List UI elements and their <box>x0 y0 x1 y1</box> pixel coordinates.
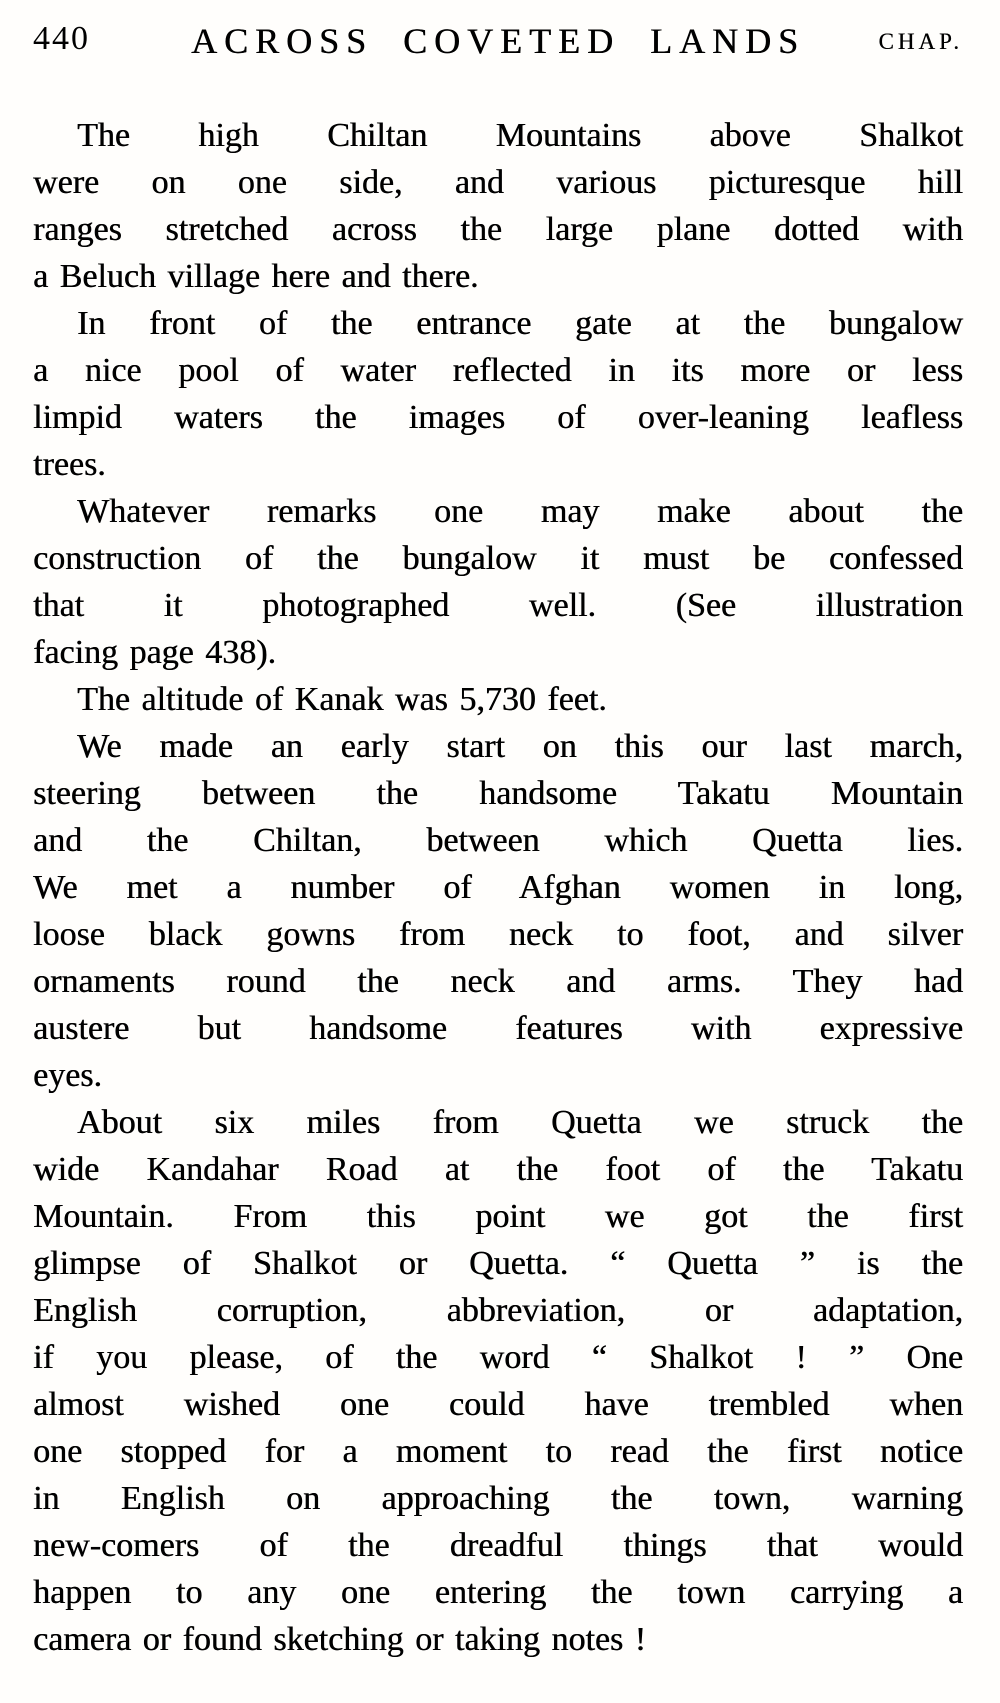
text-line: happen to any one entering the town carrying a <box>33 1574 963 1611</box>
text-line: a Beluch village here and there. <box>33 258 479 295</box>
paragraph <box>33 723 963 1099</box>
text-line: The high Chiltan Mountains above Shalkot <box>77 117 963 154</box>
paragraph <box>33 488 963 676</box>
text-line: ornaments round the neck and arms. They had <box>33 963 963 1000</box>
text-line: construction of the bungalow it must be confessed <box>33 540 963 577</box>
text-line: camera or found sketching or taking notes ! <box>33 1621 646 1658</box>
text-line: almost wished one could have trembled when <box>33 1386 963 1423</box>
text-line: austere but handsome features with expressive <box>33 1010 963 1047</box>
text-line: facing page 438). <box>33 634 276 671</box>
chapter-label: CHAP. <box>878 29 963 54</box>
text-line: ranges stretched across the large plane dotted with <box>33 211 963 248</box>
paragraph <box>33 300 963 488</box>
text-line: in English on approaching the town, warning <box>33 1480 963 1517</box>
text-line: new-comers of the dreadful things that would <box>33 1527 963 1564</box>
paragraph <box>33 112 963 300</box>
text-line: were on one side, and various picturesque hill <box>33 164 963 201</box>
page-text <box>33 112 963 1663</box>
page-header <box>33 20 963 70</box>
text-line: that it photographed well. (See illustration <box>33 587 963 624</box>
text-line: a nice pool of water reflected in its more or less <box>33 352 963 389</box>
text-line: We met a number of Afghan women in long, <box>33 869 963 906</box>
text-line: We made an early start on this our last march, <box>77 728 963 765</box>
text-line: limpid waters the images of over-leaning leafless <box>33 399 963 436</box>
text-line: wide Kandahar Road at the foot of the Takatu <box>33 1151 963 1188</box>
text-line: In front of the entrance gate at the bungalow <box>77 305 963 342</box>
page-number: 440 <box>33 20 90 57</box>
paragraph <box>33 676 963 723</box>
text-line: loose black gowns from neck to foot, and silver <box>33 916 963 953</box>
text-line: The altitude of Kanak was 5,730 feet. <box>77 681 607 718</box>
paragraph <box>33 1099 963 1663</box>
text-line: English corruption, abbreviation, or adaptation, <box>33 1292 963 1329</box>
text-line: About six miles from Quetta we struck the <box>77 1104 963 1141</box>
text-line: trees. <box>33 446 106 483</box>
running-title: ACROSS COVETED LANDS <box>190 21 806 61</box>
text-line: and the Chiltan, between which Quetta lies. <box>33 822 963 859</box>
text-line: Mountain. From this point we got the first <box>33 1198 963 1235</box>
text-line: Whatever remarks one may make about the <box>77 493 963 530</box>
text-line: steering between the handsome Takatu Mountain <box>33 775 963 812</box>
text-line: eyes. <box>33 1057 102 1094</box>
text-line: glimpse of Shalkot or Quetta. “ Quetta ” is the <box>33 1245 963 1282</box>
text-line: if you please, of the word “ Shalkot ! ” One <box>33 1339 963 1376</box>
text-line: one stopped for a moment to read the first notice <box>33 1433 963 1470</box>
